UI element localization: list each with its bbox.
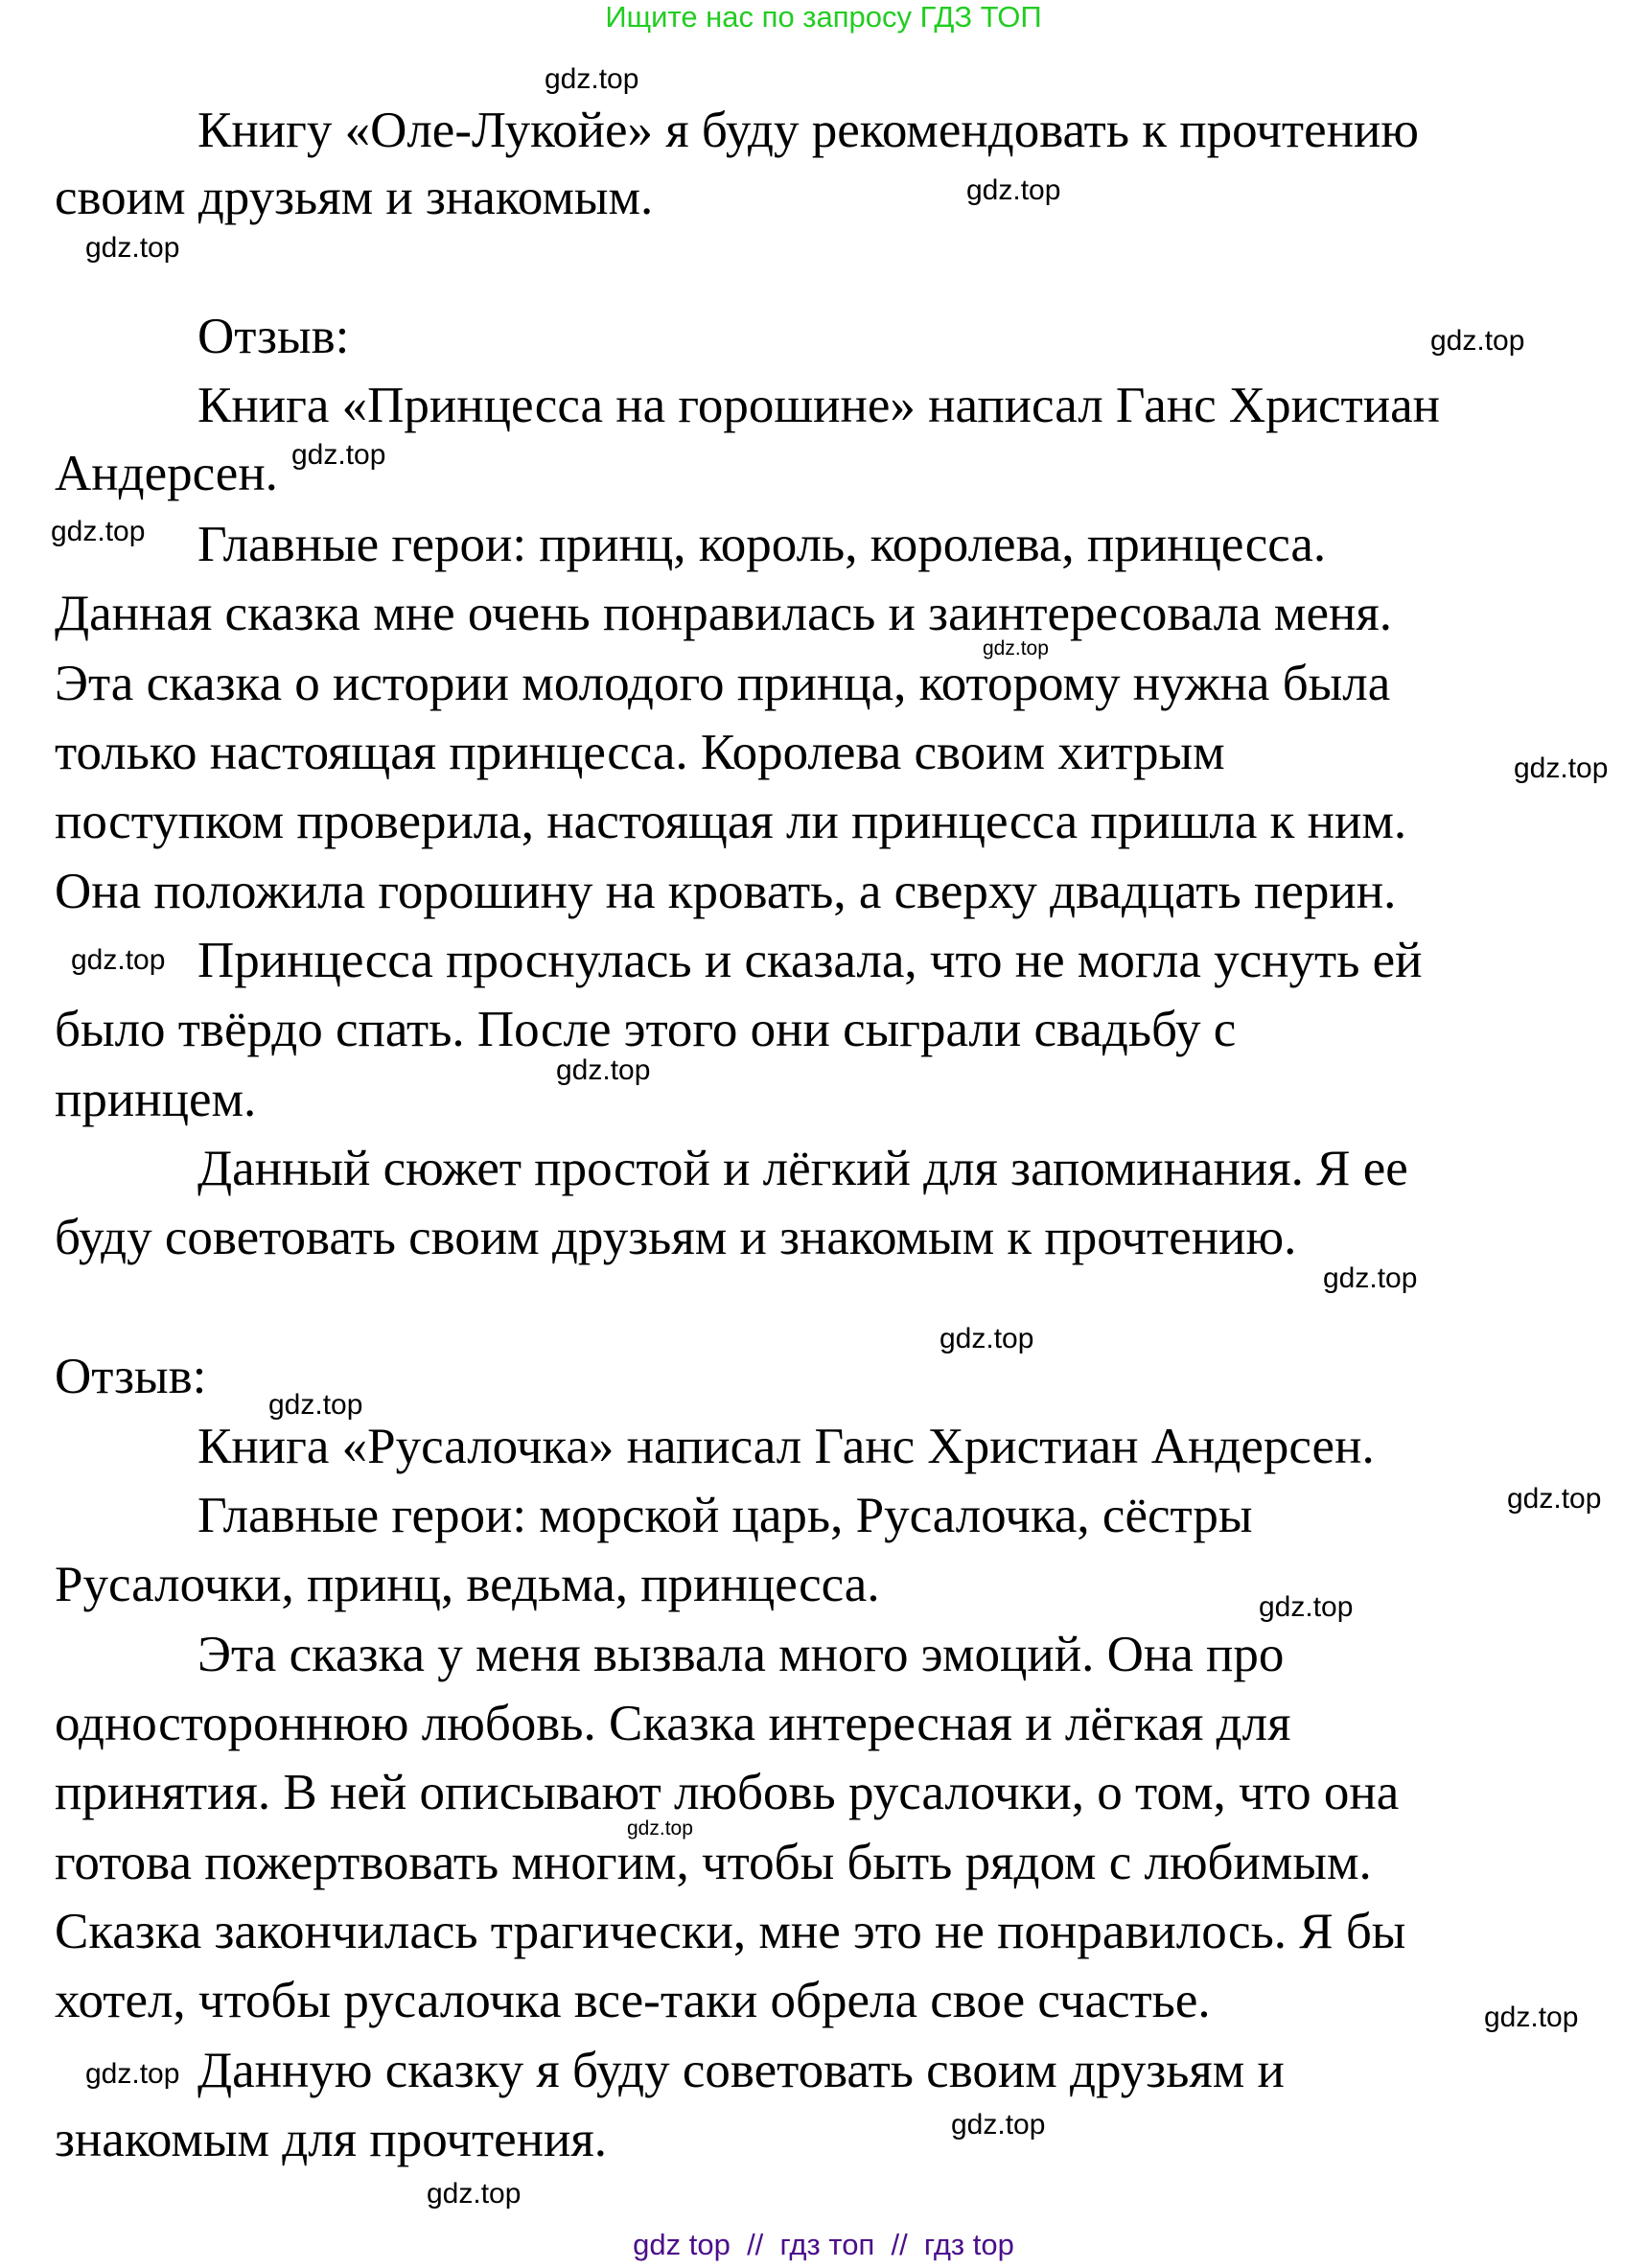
text-line: Главные герои: принц, король, королева, принцесса. (197, 517, 1327, 572)
text-line: Отзыв: (197, 309, 350, 364)
watermark: gdz.top (85, 2058, 180, 2090)
watermark: gdz.top (1514, 752, 1609, 784)
text-line: хотел, чтобы русалочка все-таки обрела свое счастье. (55, 1973, 1211, 2028)
watermark: gdz.top (951, 2109, 1046, 2141)
watermark: gdz.top (1507, 1483, 1602, 1515)
text-line: Данный сюжет простой и лёгкий для запоминания. Я ее (197, 1141, 1408, 1196)
watermark: gdz.top (1430, 325, 1525, 357)
text-line: Андерсен. (55, 446, 278, 501)
text-line: Данная сказка мне очень понравилась и заинтересовала меня. (55, 586, 1392, 641)
watermark: gdz.top (627, 1817, 693, 1840)
watermark: gdz.top (983, 637, 1049, 660)
text-line: Эта сказка у меня вызвала много эмоций. Она про (197, 1627, 1285, 1682)
text-line: принцем. (55, 1072, 257, 1127)
text-line: готова пожертвовать многим, чтобы быть рядом с любимым. (55, 1835, 1372, 1890)
text-line: Главные герои: морской царь, Русалочка, сёстры (197, 1488, 1253, 1543)
text-line: принятия. В ней описывают любовь русалочки, о том, что она (55, 1765, 1400, 1820)
text-line: Сказка закончилась трагически, мне это не понравилось. Я бы (55, 1904, 1406, 1959)
text-line: только настоящая принцесса. Королева своим хитрым (55, 725, 1225, 780)
text-line: своим друзьям и знакомым. (55, 170, 654, 225)
watermark: gdz.top (51, 516, 146, 547)
watermark: gdz.top (427, 2178, 522, 2210)
text-line: буду советовать своим друзьям и знакомым к прочтению. (55, 1210, 1297, 1265)
text-line: Книга «Принцесса на горошине» написал Ганс Христиан (197, 378, 1440, 433)
footer-watermark: gdz top // гдз топ // гдз top (633, 2228, 1014, 2261)
text-line: Книга «Русалочка» написал Ганс Христиан Андерсен. (197, 1419, 1375, 1474)
watermark: gdz.top (939, 1323, 1034, 1354)
text-line: Она положила горошину на кровать, а сверху двадцать перин. (55, 864, 1397, 919)
watermark: gdz.top (556, 1054, 651, 1086)
text-line: Данную сказку я буду советовать своим друзьям и (197, 2043, 1285, 2098)
text-line: Отзыв: (55, 1349, 207, 1404)
watermark: gdz.top (966, 174, 1061, 206)
watermark: gdz.top (1259, 1591, 1354, 1623)
text-line: Книгу «Оле-Лукойе» я буду рекомендовать к прочтению (197, 103, 1419, 158)
watermark: gdz.top (291, 439, 386, 471)
watermark: gdz.top (1484, 2002, 1579, 2033)
text-line: Эта сказка о истории молодого принца, которому нужна была (55, 656, 1391, 711)
text-line: Русалочки, принц, ведьма, принцесса. (55, 1557, 880, 1612)
watermark: gdz.top (71, 944, 166, 976)
watermark: gdz.top (545, 63, 639, 95)
watermark: gdz.top (268, 1389, 363, 1421)
text-line: знакомым для прочтения. (55, 2112, 608, 2167)
text-line: поступком проверила, настоящая ли принцесса пришла к ним. (55, 794, 1407, 849)
text-line: одностороннюю любовь. Сказка интересная и лёгкая для (55, 1696, 1291, 1751)
text-line: было твёрдо спать. После этого они сыграли свадьбу с (55, 1002, 1237, 1057)
text-line: Принцесса проснулась и сказала, что не могла уснуть ей (197, 933, 1423, 988)
watermark: gdz.top (85, 232, 180, 264)
search-hint-banner: Ищите нас по запросу ГДЗ ТОП (605, 0, 1042, 34)
watermark: gdz.top (1323, 1262, 1418, 1294)
